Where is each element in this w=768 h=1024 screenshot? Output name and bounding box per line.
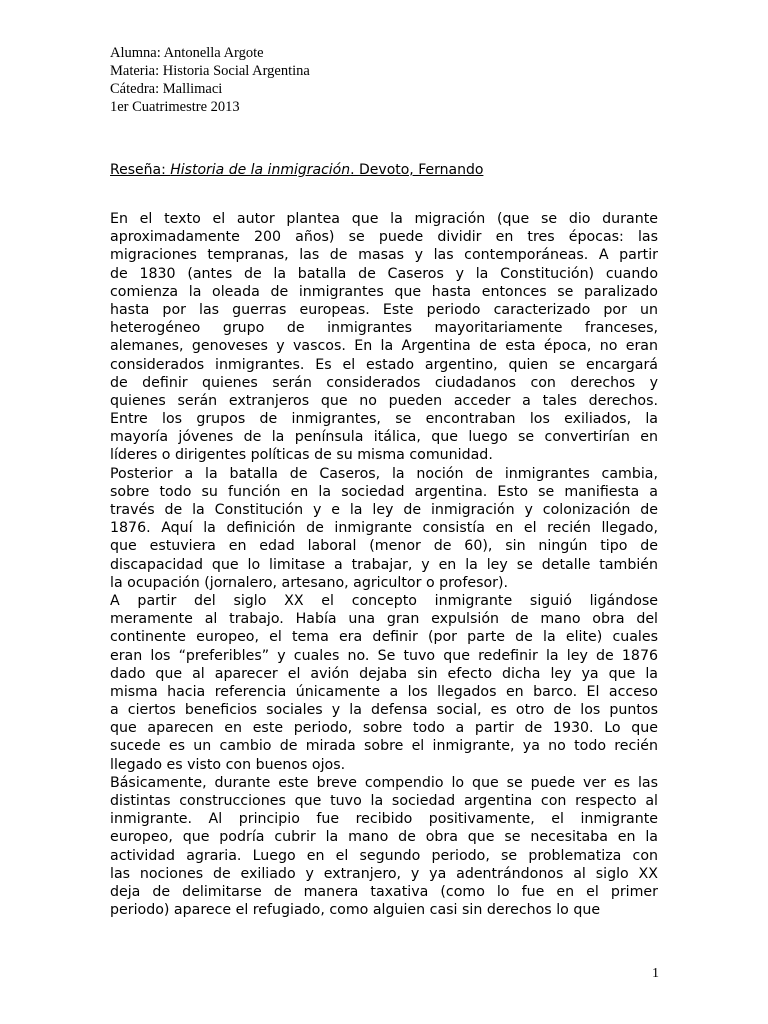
text-line: dado que al aparecer el avión dejaba sin efecto dicha ley ya que la [110,665,658,682]
review-title [110,160,483,180]
text-line: la ocupación (jornalero, artesano, agricultor o profesor). [110,574,509,591]
text-line: meramente al trabajo. Había una gran expulsión de mano obra del [110,611,658,628]
text-line: sobre todo su función en la sociedad argentina. Esto se manifiesta a [110,483,658,500]
text-line: de definir quienes serán considerados ciudadanos con derechos y [110,374,658,391]
text-line: las nociones de exiliado y extranjero, y ya adentrándonos al siglo XX [110,865,658,882]
text-line: Entre los grupos de inmigrantes, se encontraban los exiliados, la [110,411,658,428]
title-work: Historia de la inmigración [170,162,351,178]
text-line: heterogéneo grupo de inmigrantes mayoritariamente franceses, [110,320,658,337]
text-line: a ciertos beneficios sociales y la defensa social, es otro de los puntos [110,702,658,719]
text-line: que estuviera en edad laboral (menor de 60), sin ningún tipo de [110,538,658,555]
text-line: sucede es un cambio de mirada sobre el inmigrante, ya no todo recién [110,738,658,755]
text-line: eran los “preferibles” y cuales no. Se tuvo que redefinir la ley de 1876 [110,647,658,664]
text-line: Básicamente, durante este breve compendio lo que se puede ver es las [110,774,658,791]
text-line: hasta por las guerras europeas. Este periodo caracterizado por un [110,301,658,318]
text-line: considerados inmigrantes. Es el estado argentino, quien se encargará [110,356,658,373]
chair-line: Cátedra: Mallimaci [110,81,223,97]
student-line: Alumna: Antonella Argote [110,45,264,61]
text-line: mayoría jóvenes de la península itálica, que luego se convertirían en [110,429,658,446]
text-line: distintas construcciones que tuvo la sociedad argentina con respecto al [110,793,658,809]
text-line: actividad agraria. Luego en el segundo periodo, se problematiza con [110,847,658,864]
text-line: llegado es visto con buenos ojos. [110,756,346,773]
paragraph [110,774,658,920]
text-line: En el texto el autor plantea que la migración (que se dio durante [110,211,658,227]
text-line: discapacidad que lo limitase a trabajar, y en la ley se detalle también [110,556,658,573]
text-line: inmigrante. Al principio fue recibido positivamente, el inmigrante [110,811,658,828]
text-line: deja de delimitarse de manera taxativa (como lo fue en el primer [110,883,658,900]
text-line: alemanes, genoveses y vascos. En la Argentina de esta época, no eran [110,338,658,355]
review-body [110,210,658,919]
text-line: de 1830 (antes de la batalla de Caseros y la Constitución) cuando [110,265,658,282]
text-line: A partir del siglo XX el concepto inmigrante siguió ligándose [110,592,658,609]
title-suffix: . Devoto, Fernando [350,162,484,178]
text-line: comienza la oleada de inmigrantes que hasta entonces se paralizado [110,283,658,300]
text-line: migraciones tempranas, las de masas y las contemporáneas. A partir [110,247,658,264]
paragraph [110,210,658,465]
text-line: través de la Constitución y e la ley de inmigración y colonización de [110,502,658,518]
page-number: 1 [652,966,659,981]
text-line: continente europeo, el tema era definir (por parte de la elite) cuales [110,629,658,646]
text-line: Posterior a la batalla de Caseros, la noción de inmigrantes cambia, [110,465,658,482]
title-prefix: Reseña: [110,162,171,178]
text-line: líderes o dirigentes políticas de su misma comunidad. [110,447,493,464]
paragraph [110,592,658,774]
text-line: periodo) aparece el refugiado, como alguien casi sin derechos lo que [110,902,601,919]
document-header [110,44,310,116]
text-line: misma hacia referencia únicamente a los llegados en barco. El acceso [110,683,658,700]
term-line: 1er Cuatrimestre 2013 [110,99,240,115]
subject-line: Materia: Historia Social Argentina [110,63,310,79]
text-line: quienes serán extranjeros que no pueden acceder a tales derechos. [110,392,658,409]
text-line: que aparecen en este periodo, sobre todo a partir de 1930. Lo que [110,720,658,737]
paragraph [110,465,658,592]
text-line: europeo, que podría cubrir la mano de obra que se necesitaba en la [110,829,658,846]
text-line: aproximadamente 200 años) se puede dividir en tres épocas: las [110,229,658,246]
text-line: 1876. Aquí la definición de inmigrante consistía en el recién llegado, [110,520,658,537]
